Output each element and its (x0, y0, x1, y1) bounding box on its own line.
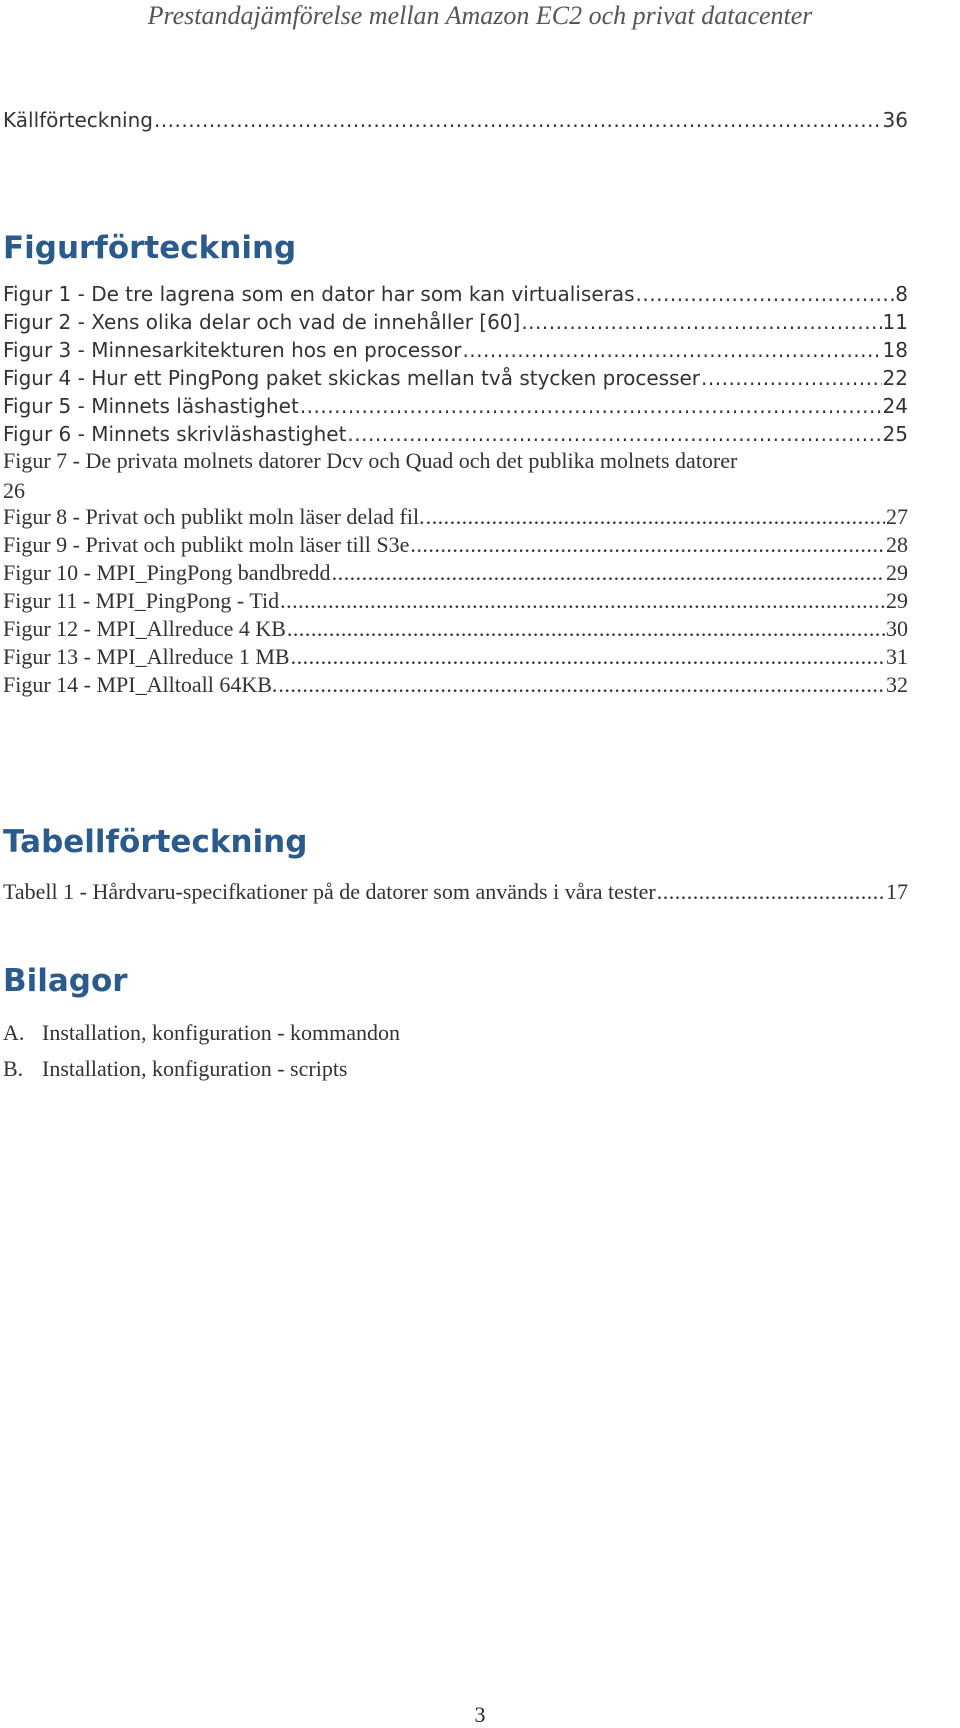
figure-entry[interactable] (3, 502, 908, 532)
figure-entry-label: Figur 8 - Privat och publikt moln läser delad fil. (3, 504, 425, 529)
figure-entry[interactable] (3, 530, 908, 560)
figure-entry-label: Figur 11 - MPI_PingPong - Tid (3, 588, 280, 613)
dot-leader (657, 877, 885, 907)
figure-entry-page: 11 (882, 310, 908, 334)
table-entry-label: Tabell 1 - Hårdvaru-specifkationer på de datorer som används i våra tester (3, 879, 656, 904)
figure-entry-label: Figur 12 - MPI_Allreduce 4 KB (3, 616, 286, 641)
appendix-title: Installation, konfiguration - scripts (42, 1056, 348, 1081)
dot-leader (300, 391, 882, 421)
figure-entry-label: Figur 2 - Xens olika delar och vad de innehåller [60] (3, 310, 521, 334)
dot-leader (462, 335, 881, 365)
figure-entry[interactable] (3, 586, 908, 616)
figure-entry-label: Figur 7 - De privata molnets datorer Dcv och Quad och det publika molnets datorer (3, 448, 738, 473)
figure-entry-page: 27 (886, 504, 908, 529)
figure-entry[interactable] (3, 642, 908, 672)
figure-entry-page: 29 (886, 560, 908, 585)
figure-entry-label: Figur 6 - Minnets skrivläshastighet (3, 422, 347, 446)
toc-entry-page: 36 (882, 108, 908, 132)
dot-leader (278, 670, 885, 700)
dot-leader (347, 419, 881, 449)
dot-leader (287, 614, 885, 644)
toc-entry-references[interactable] (3, 105, 908, 135)
figure-entry-page: 29 (886, 588, 908, 613)
appendix-letter: B. (3, 1056, 24, 1081)
appendix-item[interactable] (3, 1054, 348, 1084)
dot-leader (426, 502, 885, 532)
dot-leader (410, 530, 885, 560)
figure-entry-label: Figur 9 - Privat och publikt moln läser till S3e (3, 532, 410, 557)
figure-entry[interactable] (3, 670, 908, 700)
dot-leader (521, 307, 881, 337)
figure-entry-page: 8 (895, 282, 908, 306)
figure-entry-page: 30 (886, 616, 908, 641)
page-number: 3 (474, 1702, 486, 1727)
table-entry[interactable] (3, 877, 908, 907)
figure-entry-page: 22 (882, 366, 908, 390)
figure-entry-label: Figur 5 - Minnets läshastighet (3, 394, 299, 418)
dot-leader (291, 642, 885, 672)
appendix-letter: A. (3, 1020, 25, 1045)
dot-leader (636, 279, 895, 309)
running-header: Prestandajämförelse mellan Amazon EC2 och privat datacenter (147, 1, 813, 30)
figure-entry-label: Figur 14 - MPI_Alltoall 64KB. (3, 672, 278, 697)
figure-entry-page: 26 (3, 478, 25, 503)
figure-entry[interactable] (3, 391, 908, 421)
figure-entry-page: 32 (886, 672, 908, 697)
figure-entry[interactable] (3, 614, 908, 644)
figure-list-heading: Figurförteckning (3, 230, 297, 266)
figure-entry-label: Figur 1 - De tre lagrena som en dator har som kan virtualiseras (3, 282, 635, 306)
toc-entry-label: Källförteckning (3, 108, 153, 132)
figure-entry-page: 31 (886, 644, 908, 669)
appendix-heading: Bilagor (3, 963, 128, 999)
figure-entry[interactable] (3, 307, 908, 337)
figure-entry-page: 28 (886, 532, 908, 557)
figure-entry[interactable] (3, 558, 908, 588)
figure-entry-page: 18 (882, 338, 908, 362)
figure-entry[interactable] (3, 419, 908, 449)
figure-entry[interactable] (3, 279, 908, 309)
figure-entry-page: 24 (882, 394, 908, 418)
dot-leader (332, 558, 885, 588)
figure-entry[interactable] (3, 363, 908, 393)
figure-entry-label: Figur 3 - Minnesarkitekturen hos en processor (3, 338, 462, 362)
appendix-item[interactable] (3, 1018, 400, 1048)
figure-entry-label: Figur 13 - MPI_Allreduce 1 MB (3, 644, 290, 669)
figure-entry-wrapped[interactable] (3, 446, 908, 506)
table-list-heading: Tabellförteckning (3, 824, 308, 860)
figure-entry-label: Figur 4 - Hur ett PingPong paket skickas mellan två stycken processer (3, 366, 701, 390)
appendix-title: Installation, konfiguration - kommandon (42, 1020, 401, 1045)
figure-entry-page: 25 (882, 422, 908, 446)
figure-entry[interactable] (3, 335, 908, 365)
dot-leader (280, 586, 885, 616)
dot-leader (701, 363, 882, 393)
table-entry-page: 17 (886, 879, 908, 904)
dot-leader (154, 105, 882, 135)
figure-entry-label: Figur 10 - MPI_PingPong bandbredd (3, 560, 331, 585)
